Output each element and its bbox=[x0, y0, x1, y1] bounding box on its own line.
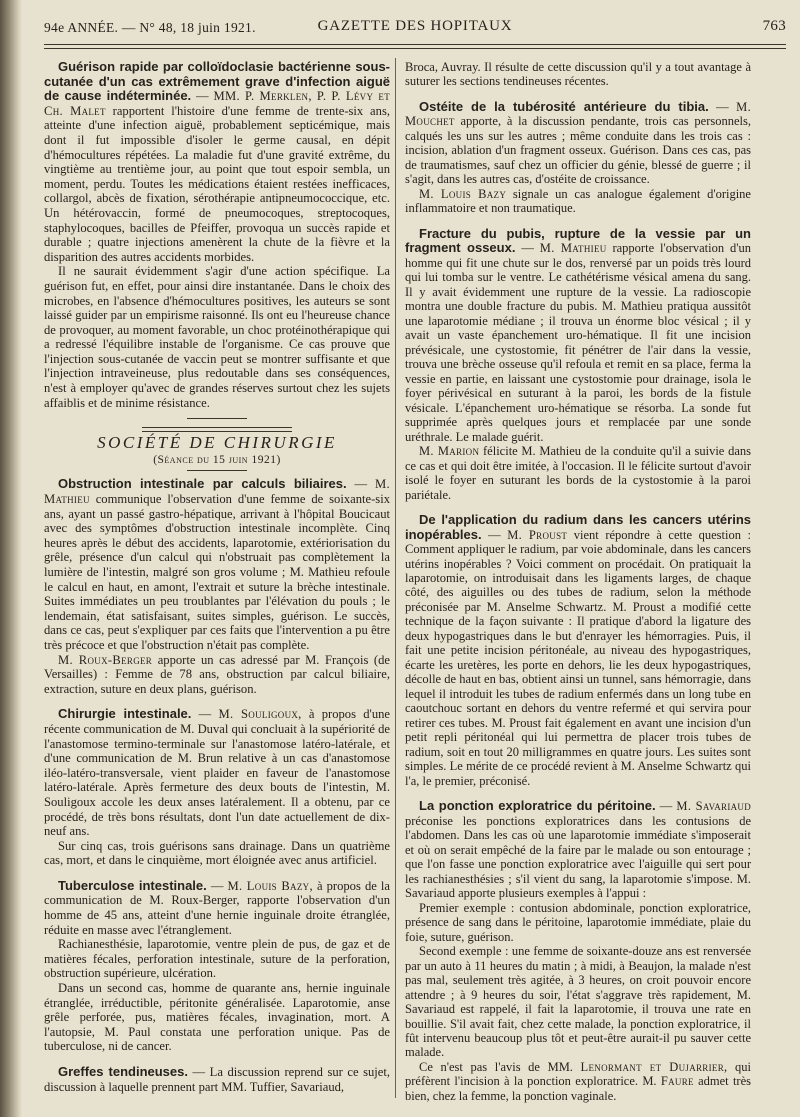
article-text: Ce n'est pas l'avis de MM. bbox=[419, 1059, 573, 1074]
section-rule-under bbox=[187, 470, 247, 471]
newspaper-page bbox=[30, 0, 792, 1117]
paragraph: Second exemple : une femme de soixante-douze ans est renversée par un auto à 11 heures du matin ; à midi, à Beaujon, la malade n'est pas mal, seulement très agitée, à 3 heures, on croit pouvoir encore attendre ; à 9 heures du soir, l'état s'aggrave très rapidement, M. Savariaud est rappelé, il fait la laparotomie, il trouva une rate en bouillie. S'il avait fait, chez cette malade, la ponction exploratrice, il fût intervenu beaucoup plus tôt et peut-être aurait-il pu sauver cette malade. bbox=[405, 944, 751, 1060]
author-name: M. Louis Bazy bbox=[419, 186, 507, 201]
article-mathieu-obstruction: Obstruction intestinale par calculs biliaires. — M. Mathieu communique l'observation d'une femme de soixante-six ans, ayant un passé gastro-hépatique, arrivant à l'hôpital Boucicaut avec des symptômes d'obstruction intestinale incomplète. Cinq heures après le début des accidents, laparotomie, extériorisation du grêle, présence d'un calcul qui n'obstruait pas complètement la lumière de l'intestin, malgré son gros volume ; M. Mathieu refoule le calcul en haut, en amont, l'extrait et suture la brèche intestinale. Suites immédiates un peu troublantes par l'élévation du pouls ; le lendemain, état satisfaisant, suites simples, guérison. Le succès, dans ce cas, peut s'expliquer par ces faits que l'intervention a pu être très précoce et que l'obstruction n'était pas complète. bbox=[44, 476, 391, 652]
paragraph: Premier exemple : contusion abdominale, ponction exploratrice, présence de sang dans le péritoine, laparotomie immédiate, plaie du foie, suture, guérison. bbox=[405, 900, 751, 944]
article-title: Obstruction intestinale par calculs biliaires. bbox=[58, 476, 347, 492]
issue-info: 94e ANNÉE. — N° 48, 18 juin 1921. bbox=[44, 20, 256, 35]
right-column bbox=[405, 60, 751, 1103]
book-spine-shadow bbox=[0, 0, 22, 1117]
article-lenormant bbox=[405, 1060, 751, 1103]
page-header bbox=[44, 18, 786, 40]
page-number: 763 bbox=[762, 18, 786, 34]
article-text: apporte un cas adressé par M. François (de Versailles) : Femme de 78 ans, obstruction par calcul biliaire, extraction, suture en deux plans, guérison. bbox=[44, 652, 391, 696]
article-authors: M. Louis Bazy, bbox=[227, 878, 313, 893]
article-authors: M. Proust bbox=[507, 527, 568, 542]
header-rule-bottom bbox=[44, 48, 786, 49]
author-name: Faure bbox=[660, 1074, 694, 1089]
section-rule-double bbox=[142, 427, 292, 432]
section-subtitle: (Séance du 15 juin 1921) bbox=[153, 453, 281, 466]
article-chirurgie-intestinale: Chirurgie intestinale. — M. Souligoux, à propos d'une récente communication de M. Duval qui concluait à la supériorité de l'anastomose termino-terminale sur l'anastomose latéro-latérale, et d'une communication de M. Brun relative à un cas d'anastomose iléo-latéro-transversale, vient plaider en faveur de l'anastomose latéro-latérale. Après fermeture des deux bouts de l'intestin, M. Souligoux accole les deux anses latéralement. Il a obtenu, par ce procédé, de très bons résultats, dont l'un date actuellement de dix-neuf ans. bbox=[44, 706, 391, 839]
article-title: Ostéite de la tubérosité antérieure du tibia. bbox=[419, 98, 709, 114]
paragraph: Il ne saurait évidemment s'agir d'une action spécifique. La guérison fut, en effet, pour ainsi dire instantanée. Dans le choix des microbes, en l'absence d'hémocultures positives, les auteurs se sont laissé guider par un empirisme raisonné. Ils ont eu l'heureuse chance de provoquer, au moment favorable, un choc protéinothérapique qui a redressé l'équilibre instable de l'organisme. Ce cas prouve que l'injection sous-cutanée de vaccin peut se montrer suffisante et que l'injection intraveineuse, plus redoutable dans ses conséquences, n'est à employer qu'avec de grandes réserves surtout chez les sujets affaiblis et de minime résistance. bbox=[44, 264, 390, 410]
column-separator bbox=[395, 58, 396, 1098]
paragraph: Dans un second cas, homme de quarante ans, hernie inguinale étranglée, irréductible, péritonite généralisée. Laparotomie, anse grêle perforée, pus, matières fécales, invagination, mort. A l'autopsie, M. Paul constata une perforation unique. Pas de tuberculose, ni de cancer. bbox=[44, 981, 390, 1054]
article-text: préconise les ponctions exploratrices dans les contusions de l'abdomen. Dans les cas où une laparotomie immédiate s'imposerait et où on serait empêché de la faire par le malade ou son entourage ; que l'on fasse une ponction exploratrice avec l'aiguille qui sert pour les rachianesthésies ; s'il vient du sang, la laparotomie s'impose. M. Savariaud apporte plusieurs exemples à l'appui : bbox=[405, 813, 751, 901]
article-text: qui préfèrent l'incision à la ponction exploratrice. M. bbox=[405, 1059, 752, 1089]
author-name: M. Marion bbox=[419, 444, 480, 459]
paragraph-continued: Broca, Auvray. Il résulte de cette discussion qu'il y a tout avantage à suturer les sections tendineuses récentes. bbox=[405, 60, 751, 89]
article-text: communique l'observation d'une femme de soixante-six ans, ayant un passé gastro-hépatique, arrivant à l'hôpital Boucicaut avec des symptômes d'obstruction intestinale incomplète. Cinq heures après le début des accidents, laparotomie, extériorisation du grêle, présence d'un calcul qui n'obstruait pas complètement la lumière de l'intestin, malgré son gros volume ; M. Mathieu refoule le calcul en haut, en amont, l'extrait et suture la brèche intestinale. Suites immédiates un peu troublantes par l'élévation du pouls ; le lendemain, état satisfaisant, suites simples, guérison. Le succès, dans ce cas, peut s'expliquer par ces faits que l'intervention a pu être très précoce et que l'obstruction n'était pas complète. bbox=[44, 492, 391, 652]
journal-title: GAZETTE DES HOPITAUX bbox=[317, 18, 513, 34]
article-text: signale un cas analogue également d'origine inflammatoire et non traumatique. bbox=[405, 186, 751, 216]
article-bazy-osteite bbox=[405, 187, 751, 216]
article-ponction: La ponction exploratrice du péritoine. — M. Savariaud préconise les ponctions exploratrices dans les contusions de l'abdomen. Dans les cas où une laparotomie immédiate s'imposerait et où on serait empêché de la faire par le malade ou son entourage ; que l'on fasse une ponction exploratrice avec l'aiguille qui sert pour les rachianesthésies ; s'il vient du sang, la laparotomie s'impose. M. Savariaud apporte plusieurs exemples à l'appui : bbox=[405, 798, 752, 901]
section-title: SOCIÉTÉ DE CHIRURGIE bbox=[97, 433, 337, 453]
author-name: Lenormant et Dujarrier, bbox=[580, 1059, 728, 1074]
article-title: Chirurgie intestinale. bbox=[58, 706, 192, 722]
article-text: félicite M. Mathieu de la conduite qu'il a suivie dans ce cas et qui doit être imitée, à l'occasion. Il le félicite surtout d'avoir isolé le foyer en suturant les bords de la cystostomie à la paroi pariétale. bbox=[405, 444, 751, 502]
article-text: admet très bien, chez la femme, la ponction vaginale. bbox=[405, 1074, 751, 1103]
article-text: rapporte l'observation d'un homme qui fit une chute sur le dos, renversé par un poids très lourd qui lui tomba sur le ventre. Le cathétérisme vésical amena du sang. Il y avait évidemment une rupture de la vessie. La radioscopie montra une double fracture du pubis. M. Mathieu pratiqua aussitôt une laparotomie médiane ; il trouva un énorme bloc vésical ; il y avait un vaste épanchement uro-hématique. Il fit une incision prévésicale, une cystostomie, fit pénétrer de l'air dans la vessie, trouva une brèche osseuse qu'il refoula et remit en sa place, ferma la vessie en partie, en laissant une cystostomie pour drainage, isola le foyer périvésical en suturant à la paroi, les bords de la fistule vésicale. L'épanchement uro-hématique se résorba. La sonde fut supprimée après quelques jours et remplacée par une sonde uréthrale. Le malade guérit. bbox=[405, 241, 751, 444]
article-tuberculose: Tuberculose intestinale. — M. Louis Bazy, à propos de la communication de M. Roux-Berger, rapporte l'observation d'un homme de 45 ans, atteint d'une hernie inguinale droite étranglée, réduite en masse avec l'étranglement. bbox=[44, 877, 390, 937]
left-column bbox=[44, 60, 390, 1094]
article-title: De l'application du radium dans les cancers utérins inopérables. bbox=[405, 512, 751, 542]
paragraph: Rachianesthésie, laparotomie, ventre plein de pus, de gaz et de matières fécales, perforation intestinale, suture de la perforation, obstruction supérieure, ulcération. bbox=[44, 937, 390, 981]
article-text: vient répondre à cette question : Comment appliquer le radium, par voie abdominale, dans les cancers utérins inopérables ? Voici comment on procédait. On pratiquait la laparotomie, on introduisait dans les ligaments larges, de chaque côté, des aiguilles ou des tubes de radium, selon la méthode préconisée par M. Anselme Schwartz. M. Proust a modifié cette technique de la façon suivante : Il pratique d'abord la ligature des deux hypogastriques dans le but d'enrayer les hémorragies. Puis, il fait une petite incision péritonéale, au niveau des hypogastriques, écarte les uretères, les porte en dehors, lie les deux hypogastriques, décolle de haut en bas, obtient ainsi un tunnel, sans hémorragie, dans lequel il introduit les tubes de radium enfermés dans un long tube en caoutchouc sortant en dehors du ventre refermé et qui servira pour retirer ces tubes. M. Proust fait également en avant une incision d'un petit repli péritonéal qui lui permettra de placer trois tubes de radium, soit en tout 20 milligrammes en quatre jours. Les suites sont simples. Le mérite de ce procédé revient à M. Anselme Schwartz qui l'a, le premier, préconisé. bbox=[405, 527, 751, 788]
article-greffes: Greffes tendineuses. — La discussion reprend sur ce sujet, discussion à laquelle prennent part MM. Tuffier, Savariaud, bbox=[44, 1064, 391, 1094]
article-radium: De l'application du radium dans les cancers utérins inopérables. — M. Proust vient répondre à cette question : Comment appliquer le radium, par voie abdominale, dans les cancers utérins inopérables ? Voici comment on procédait. On pratiquait la laparotomie, on introduisait dans les ligaments larges, de chaque côté, des aiguilles ou des tubes de radium, selon la méthode préconisée par M. Anselme Schwartz. M. Proust a modifié cette technique de la façon suivante : Il pratique d'abord la ligature des deux hypogastriques dans le but d'enrayer les hémorragies. Puis, il fait une petite incision péritonéale, au niveau des hypogastriques, écarte les uretères, les porte en dehors, lie les deux hypogastriques, décolle de haut en bas, obtient ainsi un tunnel, sans hémorragie, dans lequel il introduit les tubes de radium enfermés dans un long tube en caoutchouc sortant en dehors du ventre refermé et qui servira pour retirer ces tubes. M. Proust fait également en avant une incision d'un petit repli péritonéal qui lui permettra de placer trois tubes de radium, soit en tout 20 milligrammes en quatre jours. Les suites sont simples. Le mérite de ce procédé revient à M. Anselme Schwartz qui l'a, le premier, préconisé. bbox=[405, 512, 751, 788]
article-authors: M. Mathieu bbox=[539, 241, 607, 256]
article-roux-berger bbox=[44, 653, 390, 697]
article-fracture-pubis: Fracture du pubis, rupture de la vessie par un fragment osseux. — M. Mathieu rapporte l'observation d'un homme qui fit une chute sur le dos, renversé par un poids très lourd qui lui tomba sur le ventre. Le cathétérisme vésical amena du sang. Il y avait évidemment une rupture de la vessie. La radioscopie montra une double fracture du pubis. M. Mathieu pratiqua aussitôt une laparotomie médiane ; il trouva un énorme bloc vésical ; il y avait un vaste épanchement uro-hématique. Il fit une incision prévésicale, une cystostomie, fit pénétrer de l'air dans la vessie, trouva une brèche osseuse qu'il refoula et remit en sa place, ferma la vessie en partie, en laissant une cystostomie pour drainage, isola le foyer périvésical en suturant à la paroi, les bords de la fistule vésicale. L'épanchement uro-hématique se résorba. La sonde fut supprimée après quelques jours et remplacée par une sonde uréthrale. Le malade guérit. bbox=[405, 225, 751, 444]
article-text: à propos de la communication de M. Roux-Berger, rapporte l'observation d'un homme de 45 ans, atteint d'une hernie inguinale droite étranglée, réduite en masse avec l'étranglement. bbox=[44, 878, 390, 937]
article-text: apporte, à la discussion pendante, trois cas personnels, calqués les uns sur les autres ; même conduite dans les trois cas : incision, ablation d'un fragment osseux. Guérison. Dans ces cas, pas de traumatismes, sauf chez un officier du génie, blessé de guerre ; il s'agit, dans les autres cas, d'ostéite de croissance. bbox=[405, 114, 751, 187]
article-authors: M. Savariaud bbox=[676, 799, 752, 814]
article-text: La discussion reprend sur ce sujet, discussion à laquelle prennent part MM. Tuffier, Savariaud, bbox=[44, 1065, 391, 1094]
article-text: rapportent l'histoire d'une femme de trente-six ans, atteinte d'une infection aiguë, probablement septicémique, mais dont il fut impossible d'isoler le germe causal, en dépit d'hémocultures répétées. La maladie fut d'une gravité extrême, du vingtième au trentième jour, au point que tout espoir sembla, un moment, perdu. Toutes les médications étaient restées inefficaces, collargol, abcès de fixation, sérothérapie antipneumococcique, etc. Un hétérovaccin, formé de pneumocoques, streptocoques, staphylocoques, bacilles de Pfeiffer, provoqua un succès rapide et durable ; quatre injections amenèrent la chute de la fièvre et la disparition des autres accidents morbides. bbox=[44, 103, 390, 264]
article-authors: M. Mathieu bbox=[44, 477, 390, 507]
article-authors: M. Mouchet bbox=[405, 99, 751, 129]
article-osteite: Ostéite de la tubérosité antérieure du tibia. — M. Mouchet apporte, à la discussion pendante, trois cas personnels, calqués les uns sur les autres ; même conduite dans les trois cas : incision, ablation d'un fragment osseux. Guérison. Dans ces cas, pas de traumatismes, sauf chez un officier du génie, blessé de guerre ; il s'agit, dans les autres cas, d'ostéite de croissance. bbox=[405, 98, 751, 187]
header-rule-top bbox=[44, 44, 786, 45]
article-text: à propos d'une récente communication de M. Duval qui concluait à la supériorité de l'anastomose termino-terminale sur l'anastomose latéro-latérale, et d'une communication de M. Brun relative à un cas d'anastomose iléo-latéro-transversale, vient plaider en faveur de l'anastomose latéro-latérale. Après fermeture des deux bouts de l'intestin, M. Souligoux accole les deux anses latéralement. Il a obtenu, par ce procédé, de très bons résultats, dont l'un date actuellement de dix-neuf ans. bbox=[44, 707, 391, 839]
article-authors: MM. P. Merklen, P. P. Lévy et Ch. Malet bbox=[44, 89, 391, 118]
article-merklen: Guérison rapide par colloïdoclasie bactérienne sous-cutanée d'un cas extrêmement grave d'infection aiguë de cause indéterminée. — MM. P. Merklen, P. P. Lévy et Ch. Malet rapportent l'histoire d'une femme de trente-six ans, atteinte d'une infection aiguë, probablement septicémique, mais dont il fut impossible d'isoler le germe causal, en dépit d'hémocultures répétées. La maladie fut d'une gravité extrême, du vingtième au trentième jour, au point que tout espoir sembla, un moment, perdu. Toutes les médications étaient restées inefficaces, collargol, abcès de fixation, sérothérapie antipneumococcique, etc. Un hétérovaccin, formé de pneumocoques, streptocoques, staphylocoques, bacilles de Pfeiffer, provoqua un succès rapide et durable ; quatre injections amenèrent la chute de la fièvre et la disparition des autres accidents morbides. bbox=[44, 59, 391, 264]
section-rule-short bbox=[187, 418, 247, 419]
article-title: Tuberculose intestinale. bbox=[58, 877, 207, 893]
article-title: La ponction exploratrice du péritoine. bbox=[419, 798, 656, 814]
article-marion bbox=[405, 444, 751, 502]
article-title: Guérison rapide par colloïdoclasie bactérienne sous-cutanée d'un cas extrêmement grave d'infection aiguë de cause indéterminée. bbox=[44, 59, 390, 104]
article-authors: M. Souligoux, bbox=[218, 707, 302, 722]
article-title: Fracture du pubis, rupture de la vessie par un fragment osseux. bbox=[405, 225, 751, 256]
article-title: Greffes tendineuses. bbox=[58, 1064, 188, 1079]
author-name: M. Roux-Berger bbox=[58, 652, 153, 667]
paragraph: Sur cinq cas, trois guérisons sans drainage. Dans un quatrième cas, mort, et dans le cinquième, mort éloignée avec anus artificiel. bbox=[44, 838, 390, 868]
